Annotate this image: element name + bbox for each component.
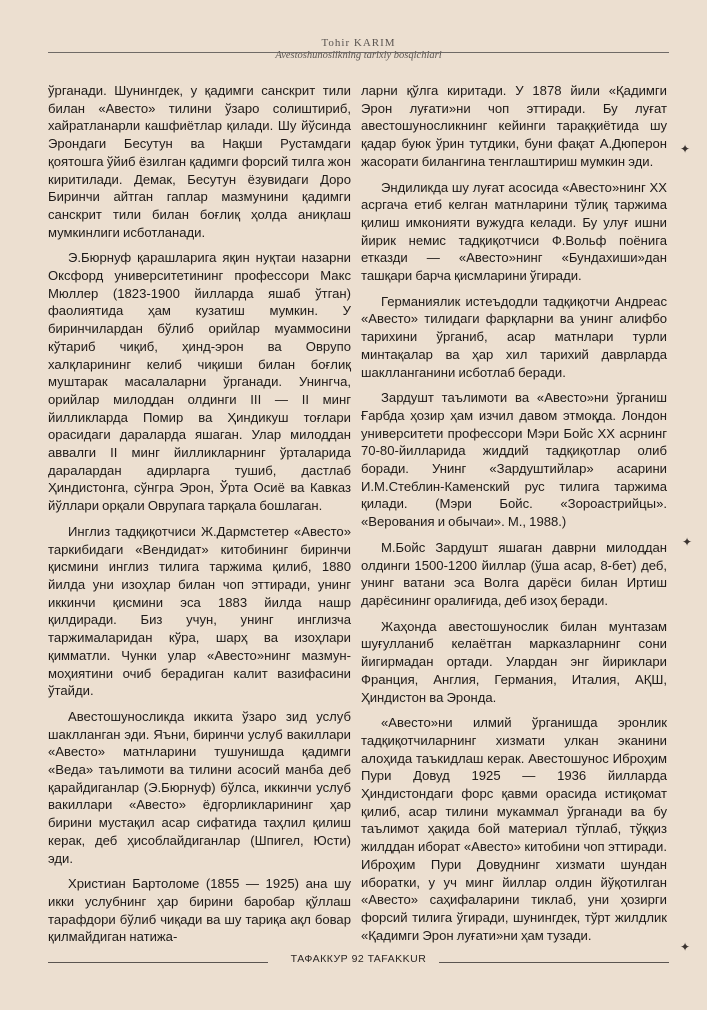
header-author: Tohir KARIM [321,37,396,49]
left-column [48,82,351,954]
right-column [361,82,667,952]
paragraph: Германиялик истеъдодли тадқиқотчи Андреас «Авесто» тилидаги фарқларни ва унинг алифбо тарихини ўрганиб, асар матнлари турли минтақалар ва ҳар хил тарихий даврларда шаклланганини исботлаб беради. [361,293,667,380]
paragraph: Эндиликда шу луғат асосида «Авесто»нинг XX асргача етиб келган матнларини тўлиқ таржима қилиш имконияти вужудга келади. Бу улуғ ишни йирик немис тадқиқотчиси Ф.Вольф поёнига етказди — «Авесто»нинг «Бундахиши»дан ташқари барча қисмларини ўгиради. [361,179,667,284]
running-header [48,37,669,61]
paragraph: Христиан Бартоломе (1855 — 1925) ана шу икки услубнинг ҳар бирини баробар қўллаш тарафдори бўлиб чиқади ва шу тариқа ақл бовар қилмайдиган натижа- [48,876,351,945]
paragraph: Инглиз тадқиқотчиси Ж.Дармстетер «Авесто» таркибидаги «Вендидат» китобининг биринчи қисмини инглиз тилига таржима қилиб, 1880 йилда уни изоҳлар билан чоп эттиради, унинг иккинчи қисмини эса 1883 йилда нашр қилдиради. Биз учун, унинг инглизча таржималаридан кўра, шарҳ ва изоҳлари қимматли. Чунки улар «Авесто»нинг мазмун-моҳиятини очиб берадиган калит вазифасини ўтайди. [48,523,351,699]
margin-mark-icon: ✦ [682,535,693,549]
paragraph: Э.Бюрнуф қарашларига яқин нуқтаи назарни Оксфорд университетининг профессори Макс Мюллер (1823-1900 йилларда яшаб ўтган) фаолиятида ҳам кузатиш мумкин. У биринчилардан бўлиб орийлар муаммосини кўтариб чиқиб, ҳинд-эрон ва Оврупо халқларининг келиб чиқиши билан боғлиқ муштарак масалаларни ўрганади. Унингча, орийлар милоддан олдинги III — II минг йилликларда Помир ва Ҳиндикуш тоғлари орасидаги дараларда яшаган. Улар милоддан аввалги II минг йилликларнинг ўрталарида даралардан адирларга тушиб, дастлаб Ҳиндистонга, сўнгра Эрон, Ўрта Осиё ва Кавказ йўллари орқали Оврупага тарқала бошлаган. [48,250,351,514]
margin-mark-icon: ✦ [680,142,691,156]
paragraph: ўрганади. Шунингдек, у қадимги санскрит тили билан «Авесто» тилини ўзаро солиштириб, хайратланарли кашфиётлар қилади. Шу йўсинда Эрондаги Бесутун ва Нақши Рустамдаги қоятошга ўйиб ёзилган қадимги форсий тилга жон киритилади. Демак, Бесутун ёзувидаги Доро Биринчи айтган гаплар мазмунини қадимги санскрит тили билан боғлиқ ҳолда аниқлаш мумкинлиги исботланади. [48,83,351,240]
header-rule [48,52,669,53]
paragraph: М.Бойс Зардушт яшаган даврни милоддан олдинги 1500-1200 йиллар (ўша асар, 8-бет) деб, унинг ватани эса Волга дарёси билан Иртиш дарёсининг оралиғида, деб изоҳ беради. [361,539,667,608]
header-subtitle: Avestoshunoslikning tarixiy bosqichlari [275,50,442,61]
running-footer [48,953,669,971]
paragraph: Зардушт таълимоти ва «Авесто»ни ўрганиш Ғарбда ҳозир ҳам изчил давом этмоқда. Лондон университети профессори Мэри Бойс XX асрнинг 70-80-йилларида жиддий тадқиқотлар олиб боради. Унинг «Зардуштийлар» асарини И.М.Стеблин-Каменский рус тилига таржима қилади. (Мэри Бойс. «Зороастрийцы». «Верования и обычаи». М., 1988.) [361,390,667,530]
margin-mark-icon: ✦ [680,940,691,954]
paragraph: ларни қўлга киритади. У 1878 йили «Қадимги Эрон луғати»ни чоп эттиради. Бу луғат авестошуносликнинг кейинги тараққиётида шу қадар буюк ўрин тутдики, буни фақат А.Дюперон жасорати билангина тенглаштириш мумкин эди. [361,83,667,169]
paragraph: «Авесто»ни илмий ўрганишда эронлик тадқиқотчиларнинг хизмати улкан эканини алоҳида таъкидлаш керак. Авестошунос Иброҳим Пури Довуд 1925 — 1936 йилларда Ҳиндистондаги форс қавми орасида истиқомат қилиб, асар тилини мукаммал ўрганади ва бу таълимот ҳақида бой материал тўплаб, тўққиз жилддан иборат «Авесто» китобини чоп эттиради. Иброҳим Пури Довуднинг хизмати шундан иборатки, у уч минг йиллар олдин йўқотилган «Авесто» саҳифаларини тиклаб, уни ҳозирги форсий тилига ўгиради, шунингдек, тўрт жилдлик «Қадимги Эрон луғати»ни ҳам тузади. [361,715,667,943]
footer-rule-right [439,962,669,963]
paragraph: Жаҳонда авестошунослик билан мунтазам шуғулланиб келаётган марказларнинг сони йигирмадан ортади. Улардан энг йириклари Франция, Англия, Германия, Италия, АҚШ, Ҳиндистон ва Эронда. [361,618,667,705]
footer-label: ТАФАККУР 92 TAFAKKUR [290,953,427,965]
paragraph: Авестошуносликда иккита ўзаро зид услуб шаклланган эди. Яъни, биринчи услуб вакиллари «Авесто» матнларини тушунишда қадимги «Веда» таълимоти ва тилини асосий манба деб қарайдиганлар (Э.Бюрнуф) бўлса, иккинчи услуб вакиллари «Авесто» ёдгорликларининг ҳар бирини мустақил асар сифатида таҳлил қилиш керак, деб ҳисоблайдиганлар (Шпигел, Юсти) эди. [48,708,351,866]
